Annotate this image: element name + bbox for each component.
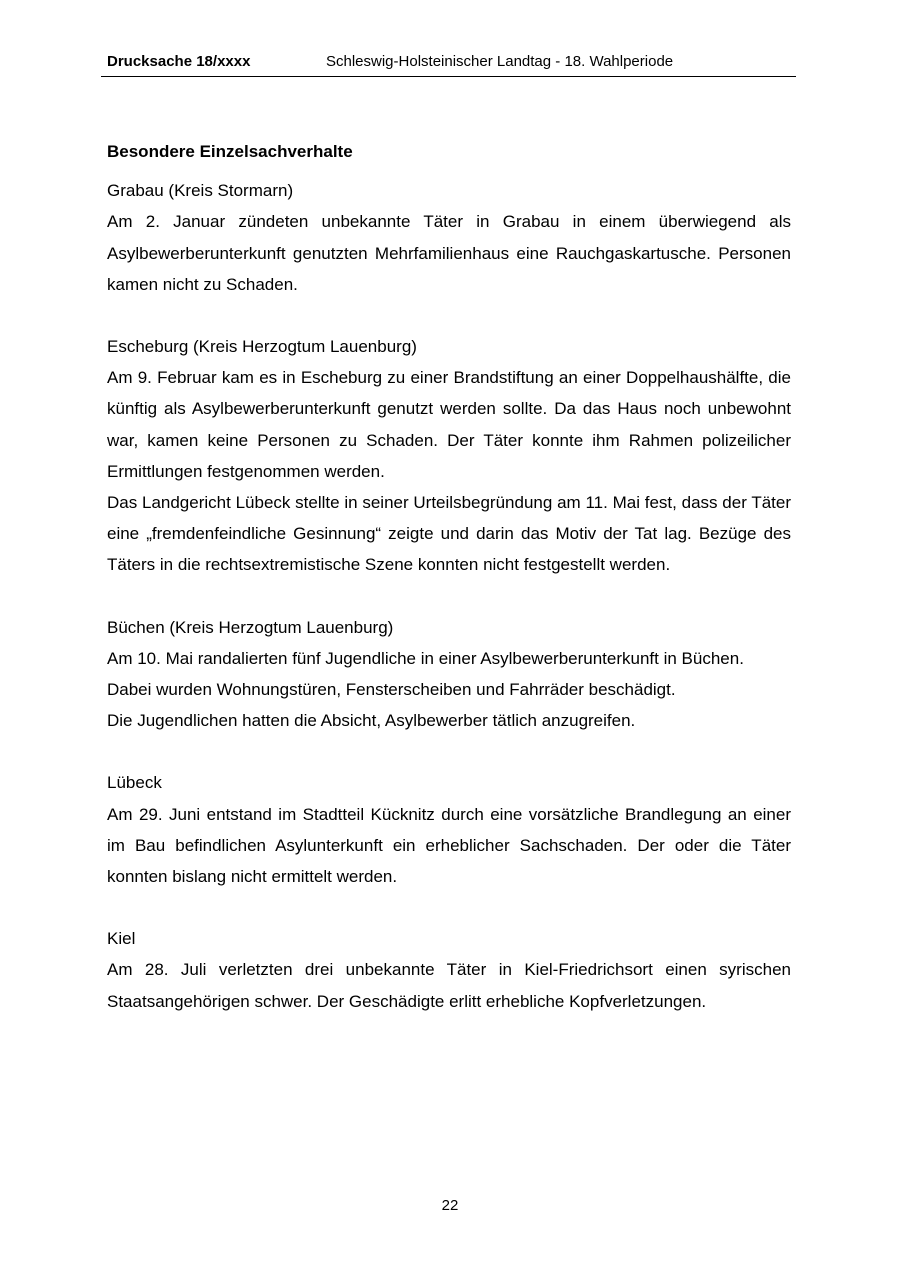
case-paragraph: Das Landgericht Lübeck stellte in seiner Urteilsbegründung am 11. Mai fest, dass der Täter eine „fremdenfeindliche Gesinnung“ zeigte und darin das Motiv der Tat lag. Bezüge des Täters in die rechtsextremistische Szene konnten nicht festgestellt werden. bbox=[107, 493, 791, 575]
document-body bbox=[107, 136, 791, 1048]
case-paragraph: Die Jugendlichen hatten die Absicht, Asylbewerber tätlich anzugreifen. bbox=[107, 711, 636, 731]
case-escheburg bbox=[107, 331, 791, 581]
case-paragraph: Am 2. Januar zündeten unbekannte Täter in Grabau in einem überwiegend als Asylbewerberunterkunft genutzten Mehrfamilienhaus eine Rauchgaskartusche. Personen kamen nicht zu Schaden. bbox=[107, 212, 791, 294]
parliament-title: Schleswig-Holsteinischer Landtag - 18. Wahlperiode bbox=[326, 53, 674, 70]
section-heading: Besondere Einzelsachverhalte bbox=[107, 142, 353, 161]
case-place: Grabau (Kreis Stormarn) bbox=[107, 181, 294, 201]
case-paragraph: Am 29. Juni entstand im Stadtteil Kücknitz durch eine vorsätzliche Brandlegung an einer im Bau befindlichen Asylunterkunft ein erheblicher Sachschaden. Der oder die Täter konnten bislang nicht ermittelt werden. bbox=[107, 804, 791, 887]
case-buechen bbox=[107, 612, 791, 737]
case-place: Kiel bbox=[107, 929, 136, 949]
case-luebeck bbox=[107, 767, 791, 892]
case-place: Büchen (Kreis Herzogtum Lauenburg) bbox=[107, 617, 394, 637]
document-number: Drucksache 18/xxxx bbox=[107, 53, 251, 70]
case-place: Escheburg (Kreis Herzogtum Lauenburg) bbox=[107, 337, 417, 357]
case-paragraph: Am 10. Mai randalierten fünf Jugendliche in einer Asylbewerberunterkunft in Büchen. bbox=[107, 648, 744, 668]
page-header bbox=[101, 50, 796, 77]
case-place: Lübeck bbox=[107, 773, 162, 793]
case-paragraph: Am 28. Juli verletzten drei unbekannte Täter in Kiel-Friedrichsort einen syrischen Staatsangehörigen schwer. Der Geschädigte erlitt erhebliche Kopfverletzungen. bbox=[107, 960, 791, 1011]
case-grabau bbox=[107, 175, 791, 300]
page-number: 22 bbox=[441, 1197, 459, 1214]
case-kiel bbox=[107, 923, 791, 1017]
case-paragraph: Dabei wurden Wohnungstüren, Fensterscheiben und Fahrräder beschädigt. bbox=[107, 680, 676, 700]
case-paragraph: Am 9. Februar kam es in Escheburg zu einer Brandstiftung an einer Doppelhaushälfte, die künftig als Asylbewerberunterkunft genutzt werden sollte. Da das Haus noch unbewohnt war, kamen keine Personen zu Schaden. Der Täter konnte ihm Rahmen polizeilicher Ermittlungen festgenommen werden. bbox=[107, 368, 791, 481]
